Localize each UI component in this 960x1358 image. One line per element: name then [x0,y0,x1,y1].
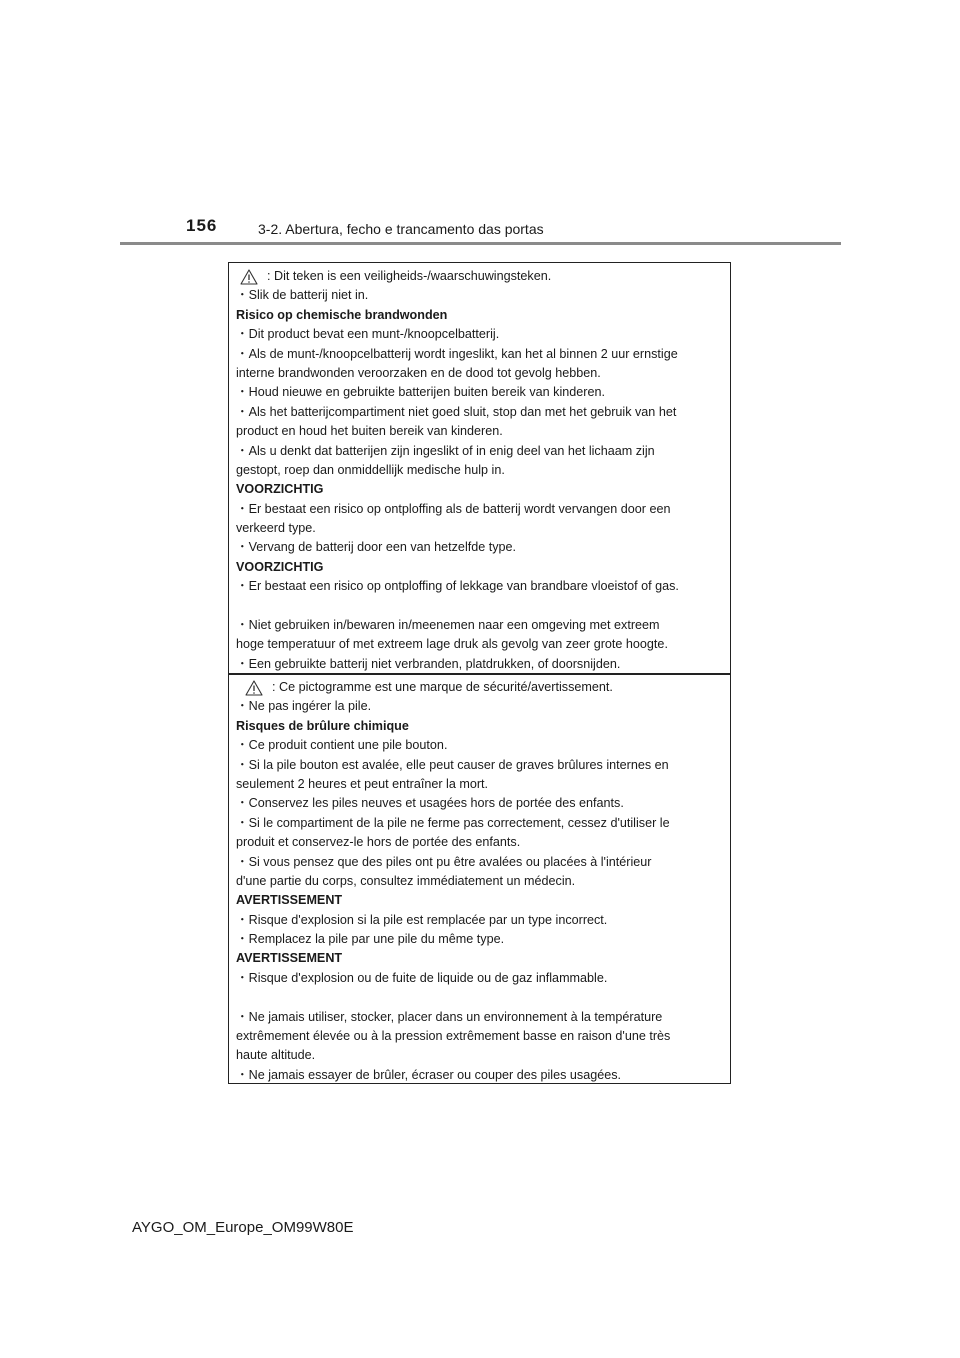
warning-text-line: ・Dit product bevat een munt-/knoopcelbatterij. [236,327,500,342]
page-number: 156 [186,216,218,235]
warning-text-line: ・Risque d'explosion ou de fuite de liquide ou de gaz inflammable. [236,970,608,985]
warning-text-line: product en houd het buiten bereik van kinderen. [236,424,503,439]
warning-text-line: ・Ne jamais utiliser, stocker, placer dans un environnement à la température [236,1009,663,1024]
header-rule [120,242,841,245]
warning-text-line: ・Vervang de batterij door een van hetzelfde type. [236,540,517,555]
warning-text-line: ・Een gebruikte batterij niet verbranden, platdrukken, of doorsnijden. [236,656,621,671]
french-warning-panel [229,678,730,1083]
warning-text-line: ・Er bestaat een risico op ontploffing als de batterij wordt vervangen door een [236,501,671,516]
warning-text-line: hoge temperatuur of met extreem lage druk als gevolg van zeer grote hoogte. [236,637,668,652]
battery-warning-box [228,262,731,1084]
warning-text-line: ・Risque d'explosion si la pile est remplacée par un type incorrect. [236,912,608,927]
warning-text-line: ・Er bestaat een risico op ontploffing of lekkage van brandbare vloeistof of gas. [236,579,679,594]
warning-heading: AVERTISSEMENT [236,951,343,966]
warning-text-line: ・Slik de batterij niet in. [236,288,369,303]
warning-text-line: ・Houd nieuwe en gebruikte batterijen buiten bereik van kinderen. [236,385,605,400]
warning-triangle-icon [245,680,263,696]
warning-text-line: gestopt, roep dan onmiddellijk medische hulp in. [236,462,505,477]
warning-text-line: ・Ne pas ingérer la pile. [236,699,372,714]
dutch-warning-panel [229,267,730,675]
warning-text-line [236,597,723,616]
warning-text-line: interne brandwonden veroorzaken en de dood tot gevolg hebben. [236,365,601,380]
warning-text-line: ・Conservez les piles neuves et usagées hors de portée des enfants. [236,796,624,811]
french-symbol-text: : Ce pictogramme est une marque de sécurité/avertissement. [272,680,613,694]
warning-text-line: ・Si vous pensez que des piles ont pu être avalées ou placées à l'intérieur [236,854,652,869]
document-id: AYGO_OM_Europe_OM99W80E [132,1219,354,1236]
warning-text-line [236,988,723,1007]
dutch-symbol-text: : Dit teken is een veiligheids-/waarschuwingsteken. [267,269,552,283]
warning-text-line: ・Si la pile bouton est avalée, elle peut causer de graves brûlures internes en [236,757,669,772]
warning-text-line: ・Si le compartiment de la pile ne ferme pas correctement, cessez d'utiliser le [236,815,670,830]
dutch-text-lines [236,286,723,674]
warning-heading: Risico op chemische brandwonden [236,307,448,322]
warning-text-line: seulement 2 heures et peut entraîner la mort. [236,776,489,791]
warning-text-line: haute altitude. [236,1048,316,1063]
french-symbol-line [236,678,723,697]
warning-text-line: ・Remplacez la pile par une pile du même type. [236,932,505,947]
warning-text-line: verkeerd type. [236,521,316,536]
warning-heading: Risques de brûlure chimique [236,718,409,733]
warning-text-line: ・Als u denkt dat batterijen zijn ingeslikt of in enig deel van het lichaam zijn [236,443,655,458]
warning-text-line: ・Ne jamais essayer de brûler, écraser ou couper des piles usagées. [236,1067,622,1082]
warning-text-line: ・Niet gebruiken in/bewaren in/meenemen naar een omgeving met extreem [236,618,660,633]
panel-divider [229,673,730,675]
section-title: 3-2. Abertura, fecho e trancamento das portas [258,221,544,237]
warning-text-line: d'une partie du corps, consultez immédiatement un médecin. [236,873,576,888]
warning-heading: AVERTISSEMENT [236,893,343,908]
warning-heading: VOORZICHTIG [236,559,324,574]
warning-text-line: ・Als de munt-/knoopcelbatterij wordt ingeslikt, kan het al binnen 2 uur ernstige [236,346,678,361]
warning-heading: VOORZICHTIG [236,482,324,497]
page-header [0,0,960,260]
warning-text-line: produit et conservez-le hors de portée des enfants. [236,835,521,850]
warning-text-line: ・Als het batterijcompartiment niet goed sluit, stop dan met het gebruik van het [236,404,677,419]
warning-text-line: ・Ce produit contient une pile bouton. [236,738,448,753]
warning-text-line: extrêmement élevée ou à la pression extrêmement basse en raison d'une très [236,1029,671,1044]
warning-triangle-icon [240,269,258,285]
dutch-symbol-line [236,267,723,286]
french-text-lines [236,697,723,1085]
